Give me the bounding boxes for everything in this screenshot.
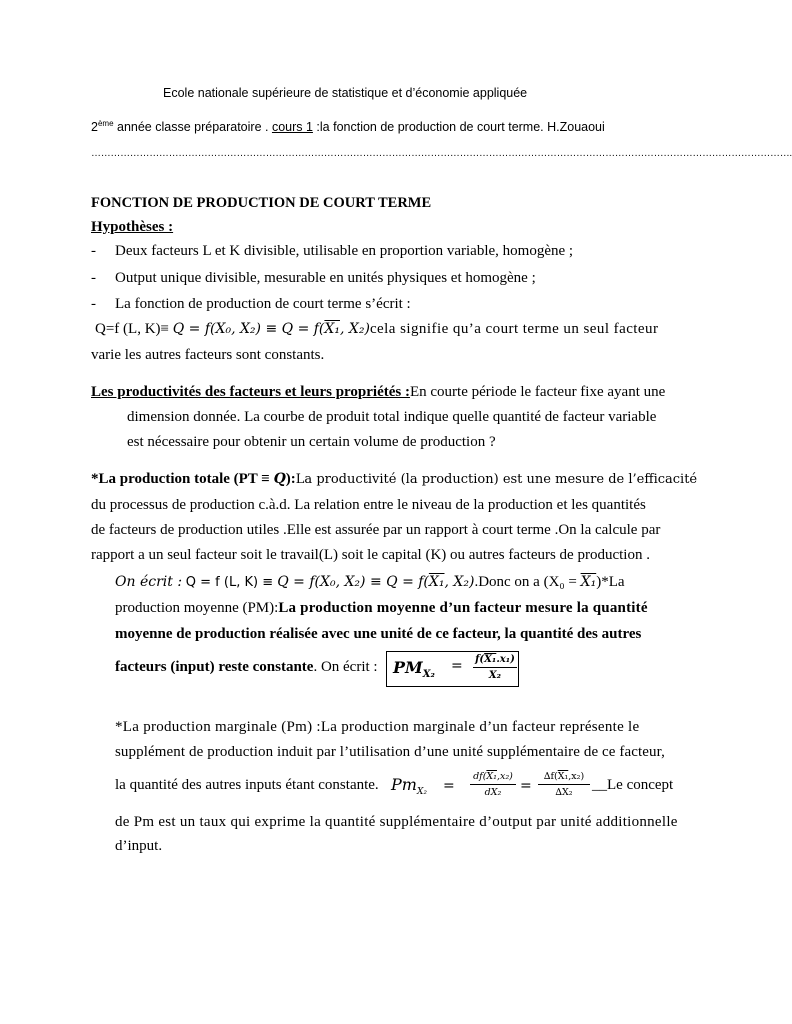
pmarg-frac-1-den: dX₂	[484, 787, 502, 798]
box-lhs-text: PM	[393, 658, 423, 677]
pmarg-line-4: de Pm est un taux qui exprime la quantité supplémentaire d’output par unité additionnelle	[115, 814, 678, 830]
q-formula: Q = f(X₀, X₂) ≡ Q = f(	[172, 321, 325, 337]
box-lhs	[393, 658, 435, 680]
pm-line-2	[115, 600, 648, 617]
formula-part-a: Q = f (L, K) ≡	[185, 575, 278, 590]
pm-line-2-a: production moyenne (PM):	[115, 600, 279, 616]
bullet-dash: -	[91, 296, 96, 312]
frac1-num-end: ,x₂)	[496, 771, 513, 782]
bullet-dash: -	[91, 243, 96, 259]
box-lhs-sub: X₂	[422, 669, 435, 681]
bullet-item	[91, 270, 536, 287]
box-num-x1: X₁	[484, 654, 497, 665]
subtitle-class: année classe préparatoire .	[113, 120, 272, 134]
subtitle-topic: :la fonction de production de court terme. H.Zouaoui	[312, 120, 605, 134]
production-totale-line-3: de facteurs de production utiles .Elle est assurée par un rapport à court terme .On la calcule par	[91, 522, 661, 538]
production-totale-line-1	[91, 471, 697, 488]
frac2-num-a: ∆f(	[543, 771, 558, 782]
box-numerator	[473, 652, 517, 668]
productivites-title: Les productivités des facteurs et leurs propriétés :	[91, 384, 410, 400]
pt-line-1-rest: La productivité (la production) est une mesure de l’efficacité	[295, 472, 698, 487]
pmarg-frac-2-num	[538, 770, 590, 785]
production-totale-line-4: rapport a un seul facteur soit le travail(L) soit le capital (K) ou autres facteurs de production .	[91, 547, 650, 563]
pm-line-2-b: La production moyenne d’un facteur mesure la quantité	[278, 600, 648, 616]
pmarg-pm-sub: X₂	[416, 787, 427, 798]
subtitle-year: 2	[91, 120, 98, 134]
pmarg-line-3	[115, 777, 379, 794]
formula-part-c: , X₂)	[444, 574, 475, 590]
box-eq: =	[451, 658, 463, 674]
pm-start: *La	[601, 574, 625, 590]
frac1-num-a: df(	[473, 771, 487, 782]
box-fraction	[473, 652, 517, 684]
pmarg-line-1: *La production marginale (Pm) :La production marginale d’un facteur représente le	[115, 719, 640, 735]
q-formula-end: , X₂)	[339, 321, 370, 337]
frac2-num-end: ,x₂)	[568, 771, 585, 782]
bullet-text: Output unique divisible, mesurable en unités physiques et homogène ;	[115, 270, 536, 286]
pm-line-3: moyenne de production réalisée avec une unité de ce facteur, la quantité des autres	[115, 626, 642, 642]
dotted-separator: ……………………………………………………………………………………………………………………………………………………………………………………………….	[91, 148, 792, 159]
pt-label-q: Q	[273, 471, 286, 487]
pm-line-4	[115, 659, 378, 676]
formula-x1: X₁	[428, 574, 445, 590]
school-name: Ecole nationale supérieure de statistique et d’économie appliquée	[163, 86, 528, 100]
pmarg-fraction-2	[538, 770, 590, 801]
bullet-text: Deux facteurs L et K divisible, utilisable en proportion variable, homogène ;	[115, 243, 574, 259]
pmarg-lhs	[391, 775, 427, 797]
pmarg-frac-2-den: ∆X₂	[555, 787, 573, 798]
q-suffix: cela signifie qu’a court terme un seul facteur	[369, 321, 659, 337]
section-title: FONCTION DE PRODUCTION DE COURT TERME	[91, 195, 432, 211]
donc-end: )	[596, 574, 602, 590]
pt-label: *La production totale (PT ≡	[91, 471, 274, 487]
box-num-end: .x₁)	[496, 654, 515, 665]
productivites-text: En courte période le facteur fixe ayant une	[409, 384, 666, 400]
pmarg-line-3-end: __Le concept	[592, 777, 674, 793]
donc-text: .Donc on a (X₀ =	[474, 574, 581, 590]
subtitle-sup: ème	[97, 118, 114, 128]
box-num-a: f(	[475, 654, 485, 665]
bullet-dash: -	[91, 270, 96, 286]
productivites-line-2: dimension donnée. La courbe de produit total indique quelle quantité de facteur variable	[127, 409, 657, 425]
bullet-text: La fonction de production de court terme s’écrit :	[115, 296, 411, 312]
hypotheses-title: Hypothèses :	[91, 219, 174, 235]
production-function-line	[95, 321, 658, 338]
pmarg-pm: Pm	[391, 775, 417, 794]
pm-line-4-bold: facteurs (input) reste constante	[115, 659, 314, 675]
on-ecrit-label: On écrit :	[115, 574, 183, 590]
formula-part-b: Q = f(X₀, X₂) ≡ Q = f(	[277, 574, 429, 590]
on-ecrit-line	[115, 574, 625, 591]
bullet-item	[91, 243, 573, 260]
box-denominator: X₂	[488, 670, 502, 681]
pmarg-line-3-start: la quantité des autres inputs étant constante.	[115, 777, 379, 793]
q-formula-x1: X₁	[324, 321, 340, 337]
pm-formula-box	[386, 651, 519, 687]
q-prefix: Q=f (L, K)≡	[95, 321, 173, 337]
pmarg-line-5: d’input.	[115, 838, 163, 854]
pmarg-eq-1: =	[443, 778, 455, 794]
pt-label-end: ):	[285, 471, 296, 487]
pmarg-fraction-1	[470, 770, 516, 801]
productivites-line-1	[91, 384, 665, 401]
production-function-line-2: varie les autres facteurs sont constants.	[91, 347, 325, 363]
pmarg-line-2: supplément de production induit par l’utilisation d’une unité supplémentaire de ce facteur,	[115, 744, 666, 760]
bullet-item	[91, 296, 411, 313]
donc-x1: X₁	[580, 574, 597, 590]
pm-line-4-rest: . On écrit :	[313, 659, 378, 675]
pmarg-eq-2: =	[520, 778, 532, 794]
production-totale-line-2: du processus de production c.à.d. La relation entre le niveau de la production et les quantités	[91, 497, 646, 513]
subtitle-course: cours 1	[271, 120, 313, 134]
frac2-num-x1: X₁	[557, 771, 569, 782]
pmarg-frac-1-num	[470, 770, 516, 785]
productivites-line-3: est nécessaire pour obtenir un certain volume de production ?	[127, 434, 496, 450]
frac1-num-x1: X₁	[486, 771, 497, 782]
course-subtitle	[91, 120, 605, 134]
